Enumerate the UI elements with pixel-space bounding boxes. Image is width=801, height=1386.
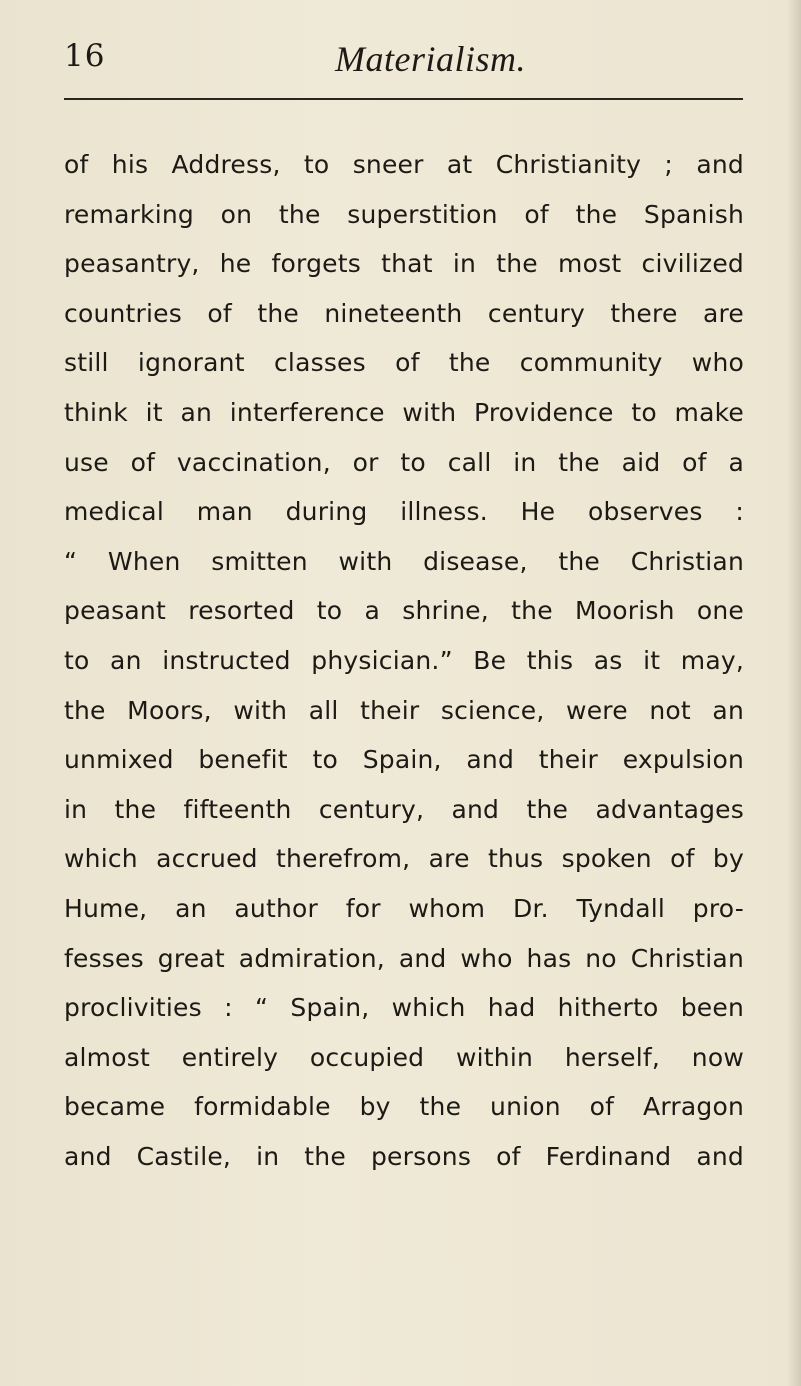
text-line: of his Address, to sneer at Christianity ; and — [64, 150, 744, 179]
header-rule — [64, 98, 743, 100]
text-line: peasantry, he forgets that in the most civilized — [64, 249, 744, 279]
text-line: use of vaccination, or to call in the aid of a — [64, 447, 744, 477]
text-line: remarking on the superstition of the Spanish — [64, 199, 744, 229]
text-line: still ignorant classes of the community who — [64, 348, 744, 378]
text-line: and Castile, in the persons of Ferdinand and — [64, 1141, 744, 1171]
text-line: medical man during illness. He observes : — [64, 497, 744, 527]
text-line: the Moors, with all their science, were not an — [64, 695, 744, 725]
page-number: 16 — [64, 38, 106, 74]
text-line: to an instructed physician.” Be this as it may, — [64, 645, 744, 675]
text-line: Hume, an author for whom Dr. Tyndall pro- — [64, 893, 744, 923]
page-header — [64, 38, 744, 88]
running-title: Materialism. — [335, 39, 526, 79]
page-edge-shadow — [787, 0, 801, 1386]
text-line: peasant resorted to a shrine, the Moorish one — [64, 596, 744, 626]
text-line: in the fifteenth century, and the advantages — [64, 794, 744, 824]
text-line: fesses great admiration, and who has no Christian — [64, 943, 744, 973]
text-line: which accrued therefrom, are thus spoken of by — [64, 844, 744, 874]
text-line: unmixed benefit to Spain, and their expulsion — [64, 745, 744, 775]
text-line: “ When smitten with disease, the Christian — [64, 546, 744, 576]
text-line: became formidable by the union of Arragon — [64, 1092, 744, 1122]
text-line: almost entirely occupied within herself, now — [64, 1042, 744, 1072]
body-text — [64, 140, 744, 1181]
text-line: countries of the nineteenth century there are — [64, 298, 744, 328]
text-line: think it an interference with Providence to make — [64, 397, 744, 427]
text-line: proclivities : “ Spain, which had hitherto been — [64, 993, 744, 1023]
